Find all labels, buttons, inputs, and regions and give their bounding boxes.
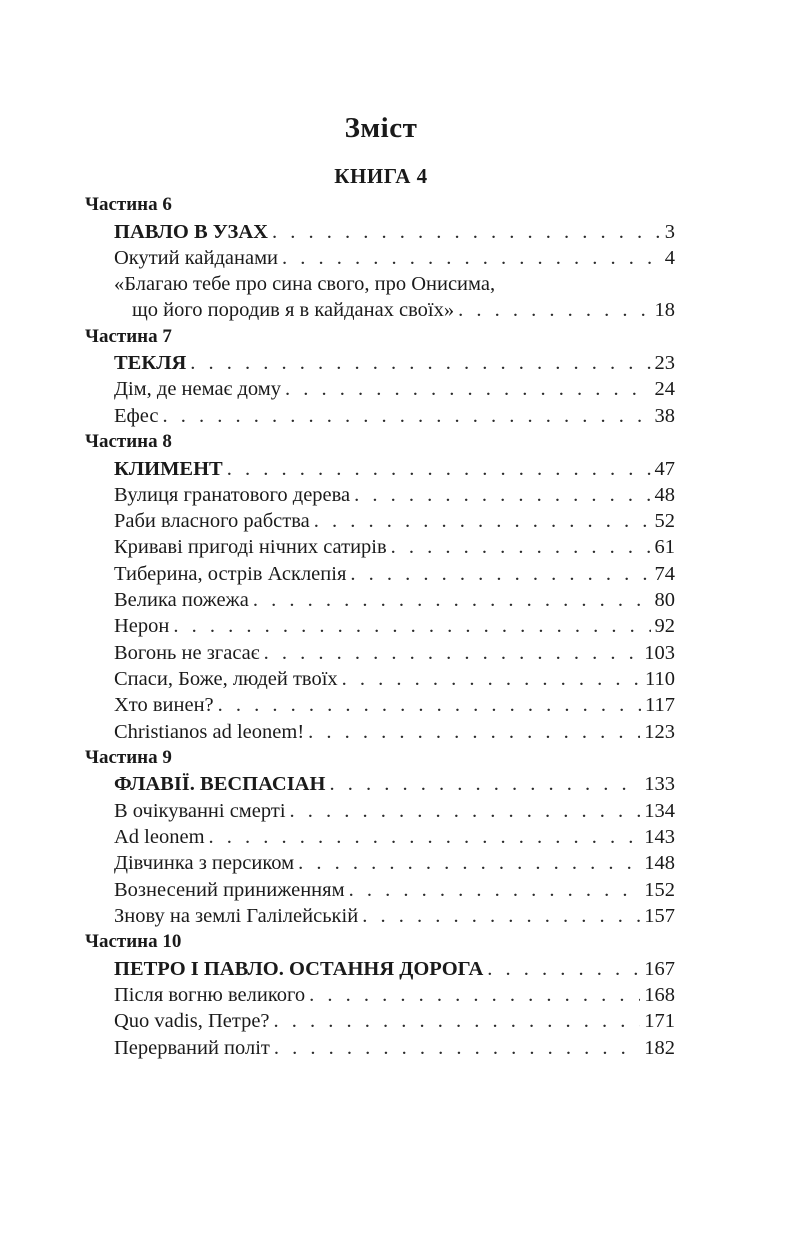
entry-title: КЛИМЕНТ xyxy=(114,457,223,480)
entry-title: Вогонь не згасає xyxy=(114,641,260,664)
entry-page: 61 xyxy=(654,536,675,559)
dot-leader xyxy=(190,350,650,376)
toc-entry[interactable] xyxy=(114,666,675,692)
entry-page: 148 xyxy=(644,852,675,875)
dot-leader xyxy=(274,1035,640,1061)
entry-title: Нерон xyxy=(114,615,170,638)
part-heading: Частина 10 xyxy=(85,931,182,953)
toc-entry[interactable] xyxy=(114,850,675,876)
entry-title: Дім, де немає дому xyxy=(114,378,281,401)
toc-entry[interactable] xyxy=(114,798,675,824)
entry-title: Ad leonem xyxy=(114,825,205,848)
dot-leader xyxy=(314,508,651,534)
entry-title: Ефес xyxy=(114,404,159,427)
toc-entry[interactable] xyxy=(114,692,675,718)
dot-leader xyxy=(209,824,641,850)
toc-entry[interactable] xyxy=(114,824,675,850)
entry-page: 168 xyxy=(644,983,675,1006)
entry-page: 3 xyxy=(664,220,675,243)
entry-page: 133 xyxy=(644,773,675,796)
entry-title: Знову на землі Галілейській xyxy=(114,904,359,927)
entry-page: 80 xyxy=(654,589,675,612)
entry-page: 143 xyxy=(644,825,675,848)
dot-leader xyxy=(163,403,651,429)
dot-leader xyxy=(391,534,651,560)
toc-entry-major[interactable] xyxy=(114,956,675,982)
toc-entry-major[interactable] xyxy=(114,771,675,797)
toc-entry-major[interactable] xyxy=(114,350,675,376)
entry-page: 47 xyxy=(654,457,675,480)
entry-title: ПАВЛО В УЗАХ xyxy=(114,220,268,243)
dot-leader xyxy=(350,561,650,587)
dot-leader xyxy=(308,719,640,745)
entry-title: ФЛАВІЇ. ВЕСПАСІАН xyxy=(114,773,326,796)
entry-title: Тиберина, острів Асклепія xyxy=(114,562,347,585)
toc-entry[interactable] xyxy=(114,403,675,429)
entry-title: Вулиця гранатового дерева xyxy=(114,483,351,506)
toc-entry[interactable] xyxy=(114,482,675,508)
toc-entry[interactable] xyxy=(114,1035,675,1061)
toc-entry[interactable] xyxy=(114,982,675,1008)
table-of-contents xyxy=(85,192,675,1061)
entry-title: Дівчинка з персиком xyxy=(114,852,295,875)
entry-page: 167 xyxy=(644,957,675,980)
entry-page: 157 xyxy=(644,904,675,927)
dot-leader xyxy=(342,666,641,692)
part-heading: Частина 6 xyxy=(85,194,172,215)
dot-leader xyxy=(487,956,640,982)
entry-title: Окутий кайданами xyxy=(114,246,279,269)
toc-entry-line-2[interactable] xyxy=(132,297,675,323)
entry-page: 74 xyxy=(654,562,675,585)
entry-title: Спаси, Боже, людей твоїх xyxy=(114,667,338,690)
entry-page: 52 xyxy=(654,510,675,533)
dot-leader xyxy=(290,798,641,824)
dot-leader xyxy=(272,219,661,245)
entry-page: 171 xyxy=(644,1010,675,1033)
entry-title: ТЕКЛЯ xyxy=(114,352,187,375)
entry-page: 110 xyxy=(645,667,675,690)
entry-title: Quo vadis, Петре? xyxy=(114,1010,270,1033)
toc-entry[interactable] xyxy=(114,245,675,271)
dot-leader xyxy=(349,877,641,903)
entry-title: Хто винен? xyxy=(114,694,214,717)
entry-page: 182 xyxy=(644,1036,675,1059)
entry-title: Christianos ad leonem! xyxy=(114,720,305,743)
dot-leader xyxy=(227,456,651,482)
toc-entry-major[interactable] xyxy=(114,219,675,245)
entry-page: 48 xyxy=(654,483,675,506)
entry-title: Криваві пригоді нічних сатирів xyxy=(114,536,387,559)
toc-entry[interactable] xyxy=(114,508,675,534)
toc-entry[interactable] xyxy=(114,1008,675,1034)
entry-page: 117 xyxy=(645,694,675,717)
toc-entry[interactable] xyxy=(114,719,675,745)
toc-entry[interactable] xyxy=(114,613,675,639)
dot-leader xyxy=(285,376,651,402)
part-heading: Частина 7 xyxy=(85,325,172,347)
dot-leader xyxy=(458,297,650,323)
part-heading: Частина 9 xyxy=(85,746,172,768)
toc-entry[interactable] xyxy=(114,376,675,402)
book-heading: КНИГА 4 xyxy=(334,164,428,188)
dot-leader xyxy=(298,850,640,876)
part-heading: Частина 8 xyxy=(85,431,172,453)
toc-entry[interactable] xyxy=(114,903,675,929)
entry-page: 123 xyxy=(644,720,675,743)
dot-leader xyxy=(173,613,650,639)
toc-entry[interactable] xyxy=(114,640,675,666)
dot-leader xyxy=(329,771,640,797)
toc-entry-major[interactable] xyxy=(114,456,675,482)
dot-leader xyxy=(309,982,640,1008)
dot-leader xyxy=(274,1008,641,1034)
toc-entry[interactable] xyxy=(114,877,675,903)
toc-entry[interactable] xyxy=(114,561,675,587)
entry-page: 38 xyxy=(654,404,675,427)
toc-entry[interactable] xyxy=(114,587,675,613)
dot-leader xyxy=(218,692,641,718)
dot-leader xyxy=(282,245,661,271)
entry-page: 18 xyxy=(654,299,675,322)
dot-leader xyxy=(264,640,641,666)
page-title: Зміст xyxy=(344,112,418,144)
entry-page: 23 xyxy=(654,352,675,375)
entry-title: В очікуванні смерті xyxy=(114,799,286,822)
entry-title: Після вогню великого xyxy=(114,983,306,1006)
entry-title: Вознесений приниженням xyxy=(114,878,345,901)
entry-title: Перерваний політ xyxy=(114,1036,270,1059)
entry-title: ПЕТРО І ПАВЛО. ОСТАННЯ ДОРОГА xyxy=(114,957,484,980)
entry-title: Велика пожежа xyxy=(114,589,249,612)
toc-entry[interactable] xyxy=(114,534,675,560)
entry-page: 152 xyxy=(644,878,675,901)
entry-title: Раби власного рабства xyxy=(114,510,310,533)
entry-page: 4 xyxy=(664,246,675,269)
entry-page: 24 xyxy=(654,378,675,401)
entry-page: 92 xyxy=(654,615,675,638)
toc-entry-line-1[interactable]: «Благаю тебе про сина свого, про Онисима, xyxy=(114,273,496,296)
dot-leader xyxy=(362,903,640,929)
dot-leader xyxy=(253,587,651,613)
entry-title: що його породив я в кайданах своїх» xyxy=(132,299,455,322)
dot-leader xyxy=(354,482,650,508)
entry-page: 134 xyxy=(644,799,675,822)
entry-page: 103 xyxy=(644,641,675,664)
